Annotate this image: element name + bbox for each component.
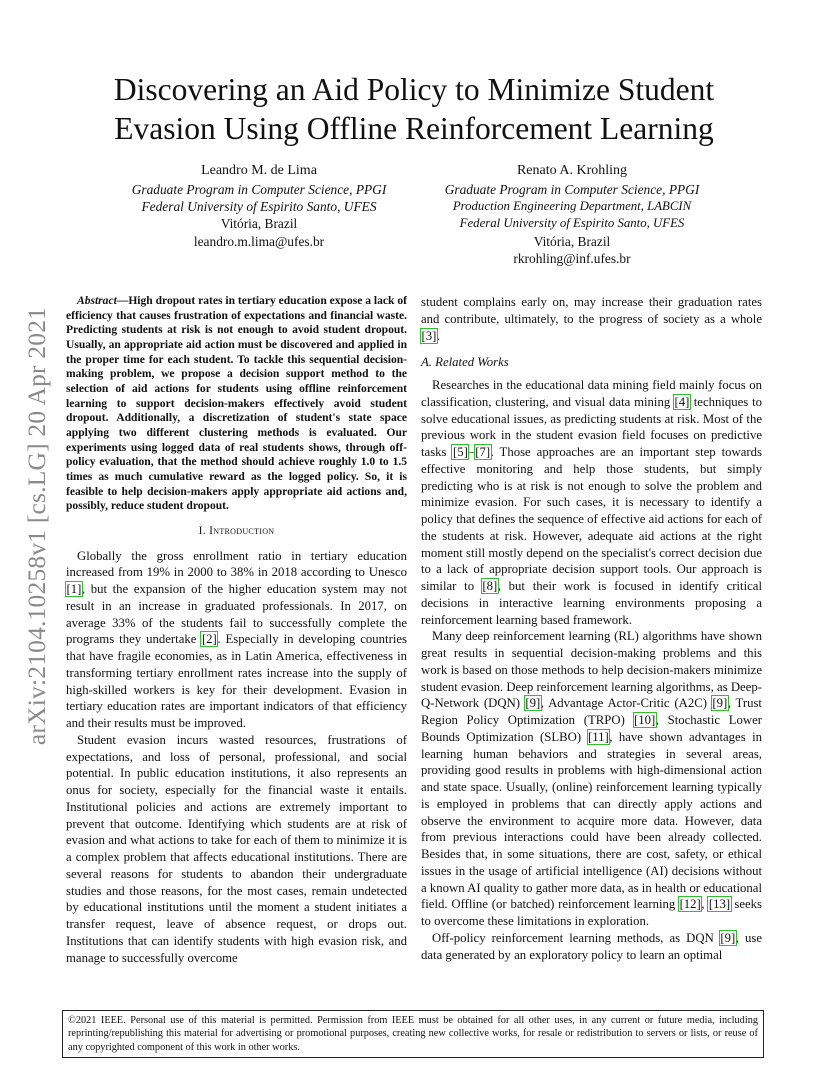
abstract (66, 294, 407, 514)
author-affiliation: Graduate Program in Computer Science, PPGI (444, 182, 700, 197)
author-email: leandro.m.lima@ufes.br (193, 233, 325, 249)
abstract-label: Abstract (77, 295, 117, 307)
author-affiliation: Graduate Program in Computer Science, PPGI (131, 182, 387, 197)
abstract-text: —High dropout rates in tertiary education expose a lack of efficiency that causes frustration of expectations and financial waste. Predicting students at risk is not enough to avoid student dropout. Usually, an appropriate aid action must be discovered and applied in the proper time for each student. To tackle this sequential decision-making problem, we propose a decision support method to the selection of aid actions for students using offline reinforcement learning to support decision-makers effectively avoid student dropout. Additionally, a discretization of student's state space applying two different clustering methods is evaluated. Our experiments using logged data of real students shows, through off-policy evaluation, that the method should achieve roughly 1.0 to 1.5 times as much cumulative reward as the logged policy. So, it is feasible to help decision-makers apply appropriate aid actions and, possibly, reduce student dropout. (66, 295, 407, 513)
text-run: , Stochastic Lower Bounds Optimization (SLBO) (421, 713, 763, 744)
text-run: , have shown advantages in learning human behaviors and strategies in several areas, providing good results in problems with high-dimensional action and state space. Usually, (online) reinforcement learning typically is employed in problems that can directly apply actions and observe the environment to acquire more data. However, data from previous interactions could have been already collected. Besides that, in some situations, there are cost, safety, or ethical issues in the usage of artificial intelligence (AI) decisions without a known AI quality to gather more data, as in health or educational field. Offline (or batched) reinforcement learning (421, 729, 762, 912)
paper-title: Discovering an Aid Policy to Minimize Student Evasion Using Offline Reinforcement Learning (113, 72, 715, 146)
section-title: Introduction (209, 524, 275, 537)
left-column (66, 294, 407, 966)
citation-link[interactable]: [11] (588, 729, 609, 744)
arxiv-stamp: arXiv:2104.10258v1 [cs.LG] 20 Apr 2021 (22, 306, 51, 746)
citation-link[interactable]: [2] (201, 632, 217, 647)
author-block-1 (100, 161, 418, 250)
text-run: Globally the gross enrollment ratio in tertiary education increased from 19% in 2000 to 38% in 2018 according to Unesco (66, 548, 407, 580)
paragraph (66, 548, 407, 732)
text-run: student complains early on, may increase their graduation rates and contribute, ultimately, to the progress of society as a whole (421, 295, 762, 326)
citation-link[interactable]: [9] (712, 696, 728, 711)
text-run: – (468, 445, 475, 459)
author-affiliation: Federal University of Espirito Santo, UFES (459, 216, 685, 231)
text-run: techniques to solve educational issues, as predicting students at risk. Most of the previous work in the student evasion field focuses on predictive tasks (421, 394, 762, 459)
author-name: Renato A. Krohling (516, 163, 628, 178)
author-block-2 (412, 161, 732, 267)
text-run: seeks to overcome these limitations in exploration. (421, 897, 763, 928)
text-run: Researches in the educational data mining field mainly focus on classification, clustering, and visual data mining (421, 378, 762, 409)
author-affiliation: Federal University of Espirito Santo, UFES (141, 199, 377, 215)
text-run: , but the expansion of the higher education system may not result in an increase in graduated professionals. In 2017, on average 33% of the students fail to successfully complete the programs they undertake (66, 582, 407, 647)
text-run: , Advantage Actor-Critic (A2C) (540, 696, 712, 711)
citation-link[interactable]: [3] (421, 328, 437, 343)
citation-link[interactable]: [8] (482, 579, 498, 593)
citation-link[interactable]: [5] (452, 445, 468, 459)
text-run: . Especially in developing countries that have fragile economies, as in Latin America, effectiveness in transforming tertiary enrollment rates increase into the supply of high-skilled workers is key for their development. Evasion in tertiary education rates are important indicators of that efficiency and their results must be improved. (66, 632, 407, 731)
author-location: Vitória, Brazil (533, 233, 611, 249)
text-run: , Trust Region Policy Optimization (TRPO) (421, 696, 762, 727)
paragraph (421, 294, 762, 344)
section-heading (66, 523, 407, 540)
text-run: , but their work is focused in identify critical decisions in interactive learning environments proposing a reinforcement learning based framework. (421, 579, 762, 627)
citation-link[interactable]: [12] (679, 897, 701, 912)
author-location: Vitória, Brazil (220, 216, 298, 232)
paragraph: Student evasion incurs wasted resources, frustrations of expectations, and loss of personal, professional, and social potential. In public education institutions, it also represents an onus for society, especially for the financial waste it entails. Institutional policies and actions are extremely important to prevent that outcome. Identifying which students are at risk of evasion and what actions to take for each of them to minimize it is a complex problem that affects educational institutions. There are several reasons for students to abandon their undergraduate studies and those reasons, for the most cases, remain undetected by educational institutions until the moment a student initiates a transfer request, leave of absence request, or drops out. Institutions that can identify students with high evasion risk, and manage to successfully overcome (66, 732, 407, 965)
paragraph (421, 628, 762, 930)
copyright-notice: ©2021 IEEE. Personal use of this material is permitted. Permission from IEEE must be obtained for all other uses, in any current or future media, including reprinting/republishing this material for advertising or promotional purposes, creating new collective works, for resale or redistribution to servers or lists, or reuse of any copyrighted component of this work in other works. (62, 1010, 764, 1058)
text-run: Many deep reinforcement learning (RL) algorithms have shown great results in sequential decision-making problems and this work is based on those methods to help decision-makers minimize student evasion. Deep reinforcement learning algorithms, as Deep-Q-Network (DQN) (421, 629, 762, 711)
text-run: . Those approaches are an important step towards effective monitoring and help those students, but simply predicting who is at risk is not enough to solve the problem and minimize evasion. For such cases, it is necessary to identify a policy that defines the sequence of effective aid actions for each of the students at risk. However, adequate aid actions at the right moment still mostly depend on the specialist's correct decision due to a lack of appropriate decision support tools. Our approach is similar to (421, 445, 762, 593)
paragraph (421, 377, 762, 628)
author-name: Leandro M. de Lima (201, 163, 317, 178)
citation-link[interactable]: [10] (634, 713, 656, 727)
text-run: Off-policy reinforcement learning methods, as DQN (432, 930, 720, 945)
text-run: , (701, 897, 709, 912)
subsection-heading: A. Related Works (421, 355, 509, 370)
citation-link[interactable]: [9] (525, 696, 541, 711)
citation-link[interactable]: [7] (475, 445, 491, 459)
citation-link[interactable]: [4] (674, 394, 690, 409)
citation-link[interactable]: [13] (708, 897, 731, 912)
text-run: , use data generated by an exploratory policy to learn an optimal (421, 930, 762, 962)
paragraph (421, 930, 762, 964)
citation-link[interactable]: [1] (66, 582, 82, 597)
author-email: rkrohling@inf.ufes.br (513, 250, 631, 266)
right-column (421, 294, 762, 963)
section-numeral: I. (198, 524, 206, 537)
text-run: . (436, 328, 441, 343)
citation-link[interactable]: [9] (720, 930, 736, 945)
author-affiliation: Production Engineering Department, LABCIN (452, 199, 692, 214)
